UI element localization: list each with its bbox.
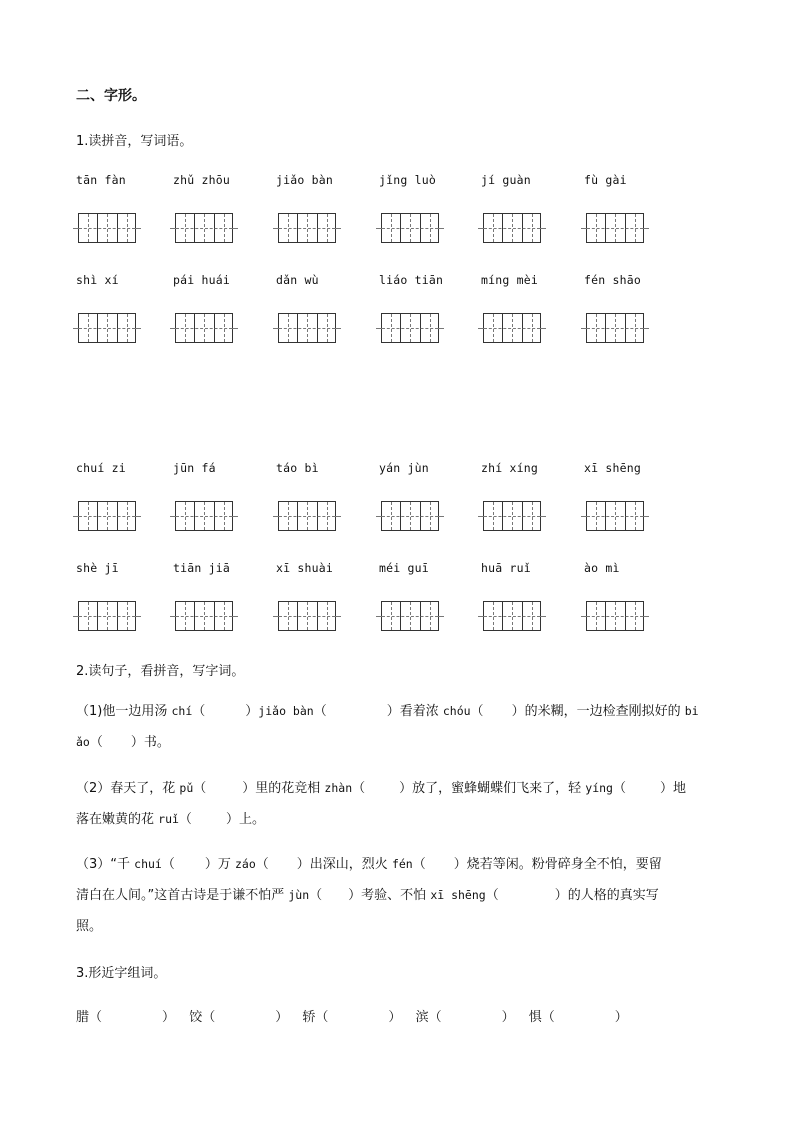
writing-box[interactable] — [78, 601, 136, 631]
writing-box[interactable] — [586, 213, 644, 243]
q3-item: 饺（ ） — [189, 1010, 289, 1025]
writing-box[interactable] — [175, 213, 233, 243]
q2-title: 2.读句子，看拼音，写字词。 — [76, 664, 245, 679]
writing-box[interactable] — [381, 601, 439, 631]
pinyin-label: zhí xíng — [481, 461, 538, 475]
pinyin-label: tiān jiā — [173, 561, 230, 575]
writing-box[interactable] — [586, 601, 644, 631]
sentence-2: （2）春天了，花 pǔ（ ）里的花竞相 zhàn（ ）放了，蜜蜂蝴蝶们飞来了，轻 yíng（ ）地 落在嫩黄的花 ruǐ（ ）上。 — [76, 781, 687, 827]
q3-item: 滨（ ） — [415, 1010, 515, 1025]
writing-box[interactable] — [175, 313, 233, 343]
writing-box[interactable] — [483, 601, 541, 631]
section-title: 二、字形。 — [76, 88, 146, 104]
writing-box[interactable] — [586, 313, 644, 343]
pinyin-label: míng mèi — [481, 273, 538, 287]
pinyin-label: jǐng luò — [379, 173, 436, 187]
writing-box[interactable] — [78, 313, 136, 343]
pinyin-label: tān fàn — [76, 173, 126, 187]
q3-row — [76, 1006, 628, 1025]
writing-box[interactable] — [278, 601, 336, 631]
writing-box[interactable] — [586, 501, 644, 531]
pinyin-label: jūn fá — [173, 461, 216, 475]
writing-box[interactable] — [175, 501, 233, 531]
pinyin-label: huā ruǐ — [481, 561, 531, 575]
pinyin-label: yán jùn — [379, 461, 429, 475]
pinyin-label: chuí zi — [76, 461, 126, 475]
sentence-3: （3）“千 chuí（ ）万 záo（ ）出深山，烈火 fén（ ）烧若等闲。粉骨碎身全不怕，要留 清白在人间。”这首古诗是于谦不怕严 jùn（ ）考验、不怕 xī shēng（ ）的人格的真实写 照。 — [76, 857, 662, 934]
writing-box[interactable] — [381, 213, 439, 243]
writing-box[interactable] — [483, 313, 541, 343]
q3-item: 惧（ ） — [528, 1010, 628, 1025]
sentence-1: （1)他一边用汤 chí（ ）jiǎo bàn（ ）看着浓 chóu（ ）的米糊，一边检查刚拟好的 bi ǎo（ ）书。 — [76, 704, 699, 750]
writing-box[interactable] — [381, 501, 439, 531]
writing-box[interactable] — [278, 501, 336, 531]
q3-item: 腊（ ） — [76, 1010, 176, 1025]
pinyin-label: liáo tiān — [379, 273, 444, 287]
pinyin-label: fù gài — [584, 173, 627, 187]
q1-title: 1.读拼音，写词语。 — [76, 134, 193, 149]
writing-box[interactable] — [175, 601, 233, 631]
writing-box[interactable] — [78, 213, 136, 243]
pinyin-label: shì xí — [76, 273, 119, 287]
pinyin-label: zhǔ zhōu — [173, 173, 230, 187]
pinyin-label: xī shuài — [276, 561, 333, 575]
pinyin-label: jiǎo bàn — [276, 173, 333, 187]
pinyin-label: jí guàn — [481, 173, 531, 187]
writing-box[interactable] — [278, 213, 336, 243]
writing-box[interactable] — [278, 313, 336, 343]
writing-box[interactable] — [381, 313, 439, 343]
pinyin-label: ào mì — [584, 561, 620, 575]
pinyin-label: méi guī — [379, 561, 429, 575]
writing-box[interactable] — [483, 213, 541, 243]
pinyin-label: shè jī — [76, 561, 119, 575]
pinyin-label: pái huái — [173, 273, 230, 287]
pinyin-label: dǎn wù — [276, 273, 319, 287]
pinyin-label: táo bì — [276, 461, 319, 475]
writing-box[interactable] — [483, 501, 541, 531]
pinyin-label: xī shēng — [584, 461, 641, 475]
pinyin-label: fén shāo — [584, 273, 641, 287]
q3-item: 轿（ ） — [302, 1010, 402, 1025]
writing-box[interactable] — [78, 501, 136, 531]
q3-title: 3.形近字组词。 — [76, 966, 167, 981]
